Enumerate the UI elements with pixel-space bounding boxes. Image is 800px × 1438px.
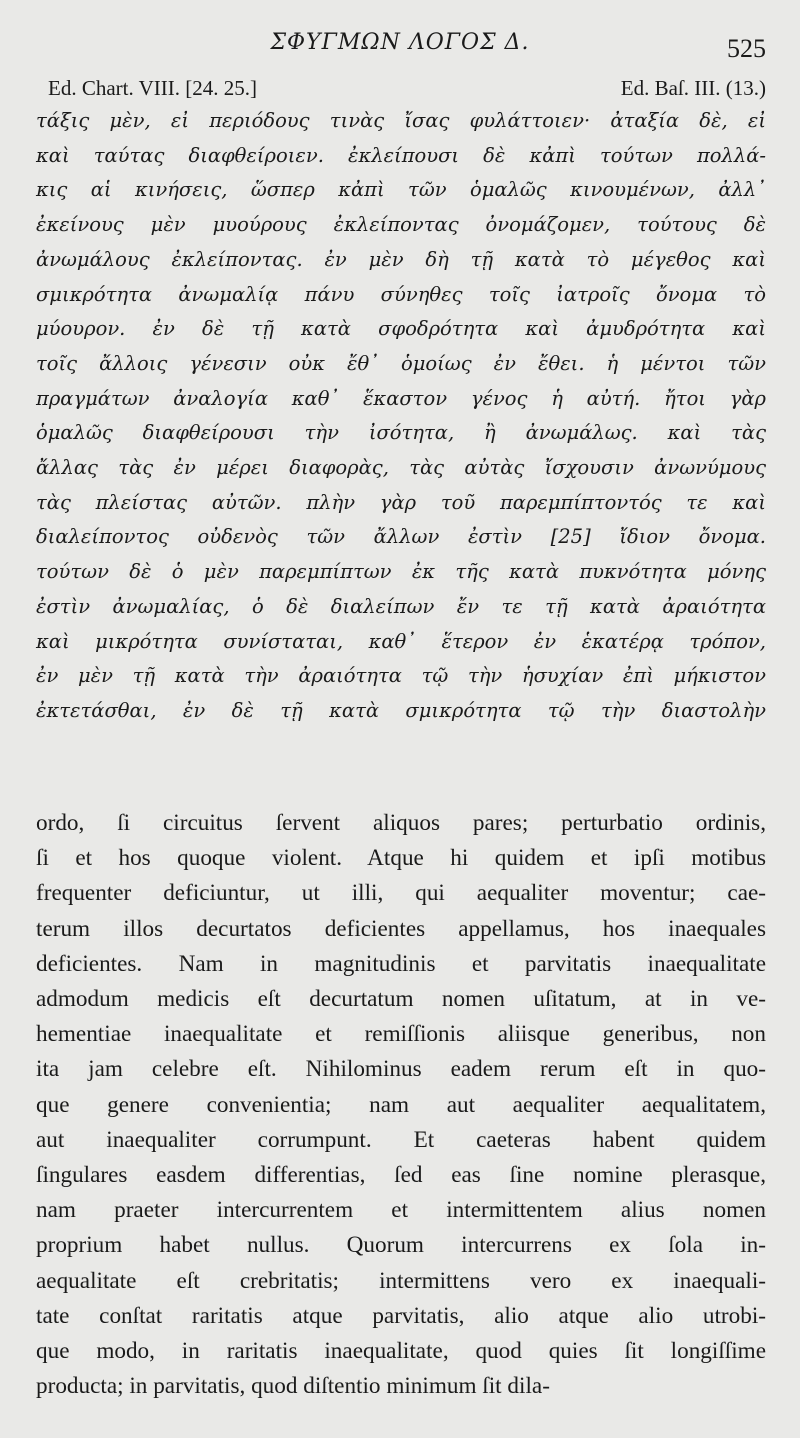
greek-text-block	[36, 104, 766, 729]
latin-text-line: terum illos decurtatos deficientes appellamus, hos inaequales	[36, 915, 766, 942]
latin-text-line: que genere convenientia; nam aut aequaliter aequalitatem,	[36, 1091, 766, 1118]
latin-text-line: hementiae inaequalitate et remiſſionis aliisque generibus, non	[36, 1021, 766, 1048]
latin-text-line: producta; in parvitatis, quod diſtentio minimum ſit dila-	[36, 1373, 550, 1400]
greek-text-line: τάξις μὲν, εἰ περιόδους τινὰς ἴσας φυλάττοιεν· ἀταξία δὲ, εἰ	[36, 109, 766, 132]
greek-text-line: μύουρον. ἐν δὲ τῇ κατὰ σφοδρότητα καὶ ἀμυδρότητα καὶ	[36, 317, 766, 341]
latin-text-line: proprium habet nullus. Quorum intercurrens ex ſola in-	[36, 1232, 766, 1259]
greek-text-line: τοῖς ἄλλοις γένεσιν οὐκ ἔθ᾽ ὁμοίως ἐν ἔθει. ἡ μέντοι τῶν	[36, 351, 766, 375]
greek-text-line: καὶ μικρότητα συνίσταται, καθ᾽ ἕτερον ἐν ἑκατέρᾳ τρόπον,	[36, 629, 766, 653]
greek-text-line: ἐν μὲν τῇ κατὰ τὴν ἀραιότητα τῷ τὴν ἡσυχίαν ἐπὶ μήκιστον	[36, 664, 766, 688]
running-title: ΣΦΥΓΜΩΝ ΛΟΓΟΣ Δ.	[270, 30, 530, 55]
greek-text-line: ἐκτετάσθαι, ἐν δὲ τῇ κατὰ σμικρότητα τῷ τὴν διαστολὴν	[36, 698, 766, 722]
edition-references	[48, 76, 766, 101]
greek-text-line: ἐκείνους μὲν μυούρους ἐκλείποντας ὀνομάζομεν, τούτους δὲ	[36, 213, 766, 237]
greek-text-line: ἄλλας τὰς ἐν μέρει διαφορὰς, τὰς αὐτὰς ἴσχουσιν ἀνωνύμους	[36, 456, 766, 480]
latin-text-line: ita jam celebre eſt. Nihilominus eadem rerum eſt in quo-	[36, 1056, 766, 1083]
latin-text-line: nam praeter intercurrentem et intermittentem alius nomen	[36, 1197, 766, 1224]
latin-text-line: frequenter deficiuntur, ut illi, qui aequaliter moventur; cae-	[36, 880, 766, 907]
latin-text-line: deficientes. Nam in magnitudinis et parvitatis inaequalitate	[36, 950, 766, 977]
greek-text-line: πραγμάτων ἀναλογία καθ᾽ ἕκαστον γένος ἡ αὐτή. ἤτοι γὰρ	[36, 386, 766, 410]
latin-text-line: ordo, ſi circuitus ſervent aliquos pares; perturbatio ordinis,	[36, 810, 766, 836]
greek-text-line: κις αἱ κινήσεις, ὥσπερ κἀπὶ τῶν ὁμαλῶς κινουμένων, ἀλλ᾽	[36, 178, 766, 202]
latin-text-block	[36, 806, 766, 1404]
edition-left: Ed. Chart. VIII. [24. 25.]	[48, 76, 257, 100]
greek-text-line: τούτων δὲ ὁ μὲν παρεμπίπτων ἐκ τῆς κατὰ πυκνότητα μόνης	[36, 560, 766, 584]
latin-text-line: ſi et hos quoque violent. Atque hi quidem et ipſi motibus	[36, 845, 766, 872]
latin-text-line: ſingulares easdem differentias, ſed eas ſine nomine plerasque,	[36, 1162, 766, 1189]
latin-text-line: tate conſtat raritatis atque parvitatis, alio atque alio utrobi-	[36, 1302, 766, 1329]
latin-text-line: aut inaequaliter corrumpunt. Et caeteras habent quidem	[36, 1126, 766, 1153]
greek-text-line: σμικρότητα ἀνωμαλίᾳ πάνυ σύνηθες τοῖς ἰατροῖς ὄνομα τὸ	[36, 282, 766, 306]
latin-text-line: admodum medicis eſt decurtatum nomen uſitatum, at in ve-	[36, 986, 766, 1013]
greek-text-line: καὶ ταύτας διαφθείροιεν. ἐκλείπουσι δὲ κἀπὶ τούτων πολλά-	[36, 143, 766, 167]
latin-text-line: aequalitate eſt crebritatis; intermittens vero ex inaequali-	[36, 1267, 766, 1294]
greek-text-line: ἐστὶν ἀνωμαλίας, ὁ δὲ διαλείπων ἔν τε τῇ κατὰ ἀραιότητα	[36, 594, 766, 618]
greek-text-line: ὁμαλῶς διαφθείρουσι τὴν ἰσότητα, ἢ ἀνωμάλως. καὶ τὰς	[36, 421, 766, 445]
page-number: 525	[727, 34, 766, 63]
latin-text-line: que modo, in raritatis inaequalitate, quod quies ſit longiſſime	[36, 1338, 766, 1365]
greek-text-line: ἀνωμάλους ἐκλείποντας. ἐν μὲν δὴ τῇ κατὰ τὸ μέγεθος καὶ	[36, 247, 766, 271]
greek-text-line: τὰς πλείστας αὐτῶν. πλὴν γὰρ τοῦ παρεμπίπτοντός τε καὶ	[36, 490, 766, 514]
edition-right: Ed. Baſ. III. (13.)	[620, 76, 766, 100]
greek-text-line: διαλείποντος οὐδενὸς τῶν ἄλλων ἐστὶν [25] ἴδιον ὄνομα.	[36, 525, 766, 549]
